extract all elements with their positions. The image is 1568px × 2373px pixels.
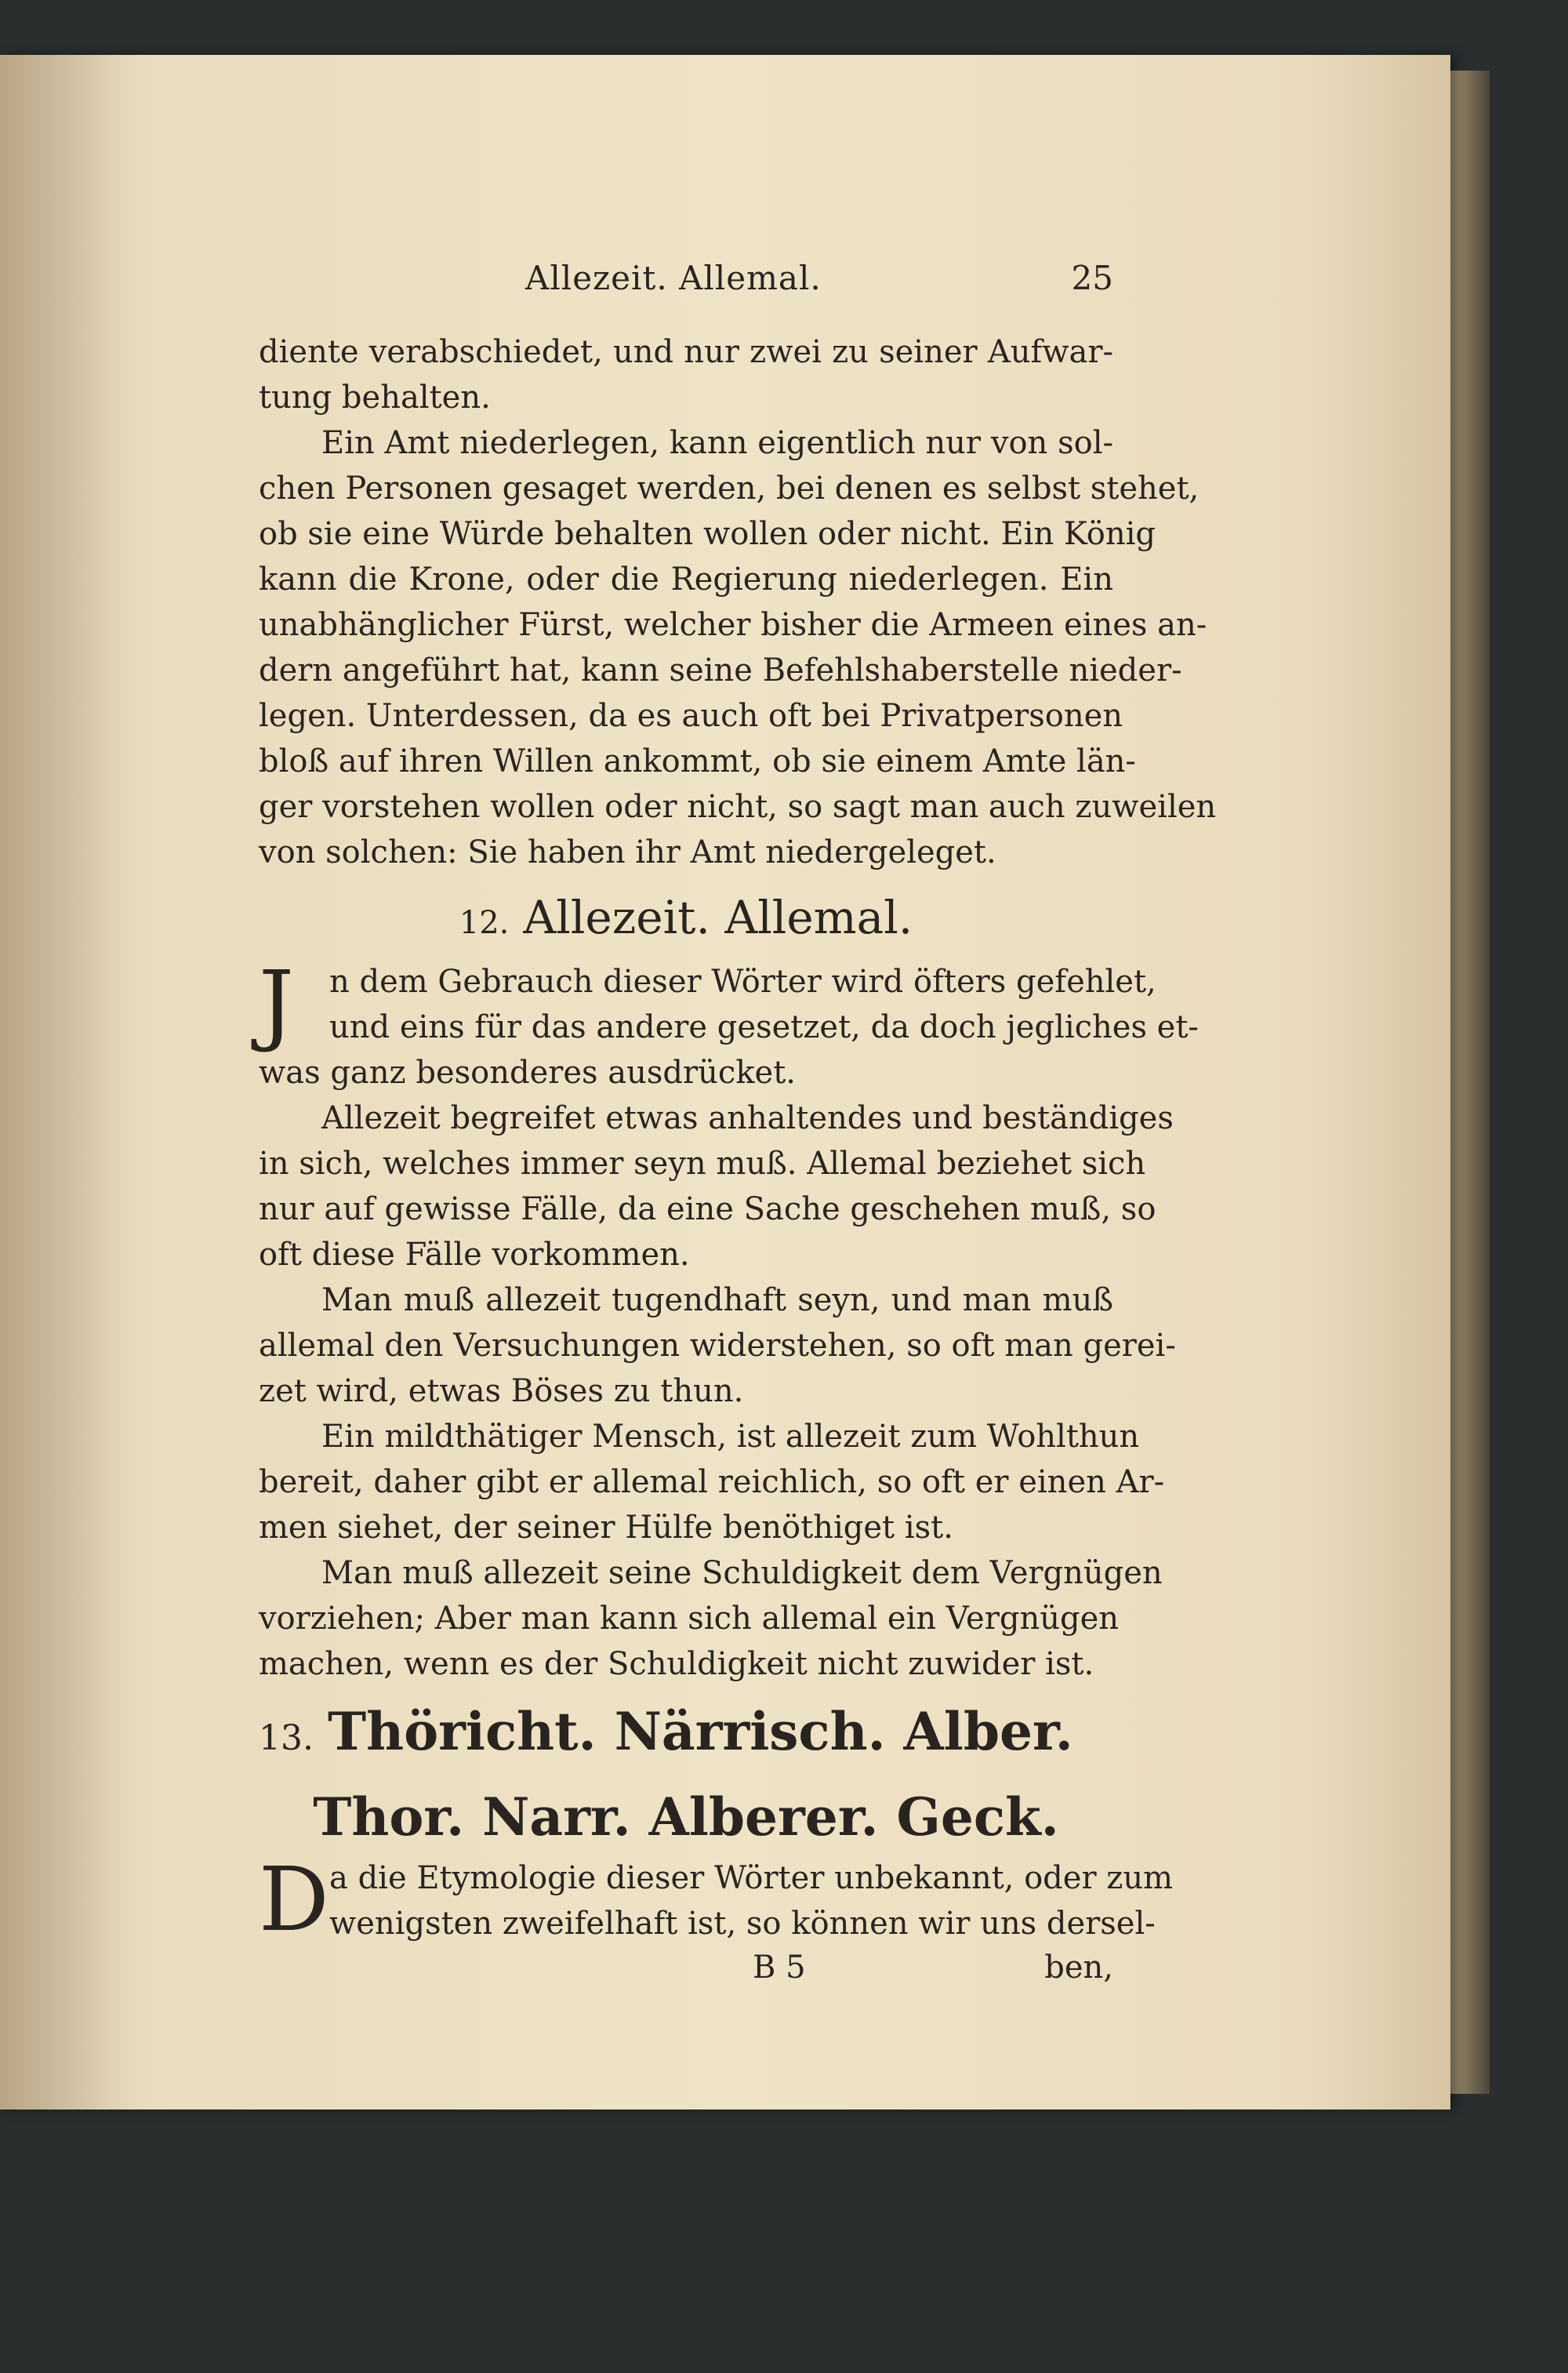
text-line: Ein mildthätiger Mensch, ist allezeit zum Wohlthun — [321, 1419, 1140, 1455]
text-block — [259, 259, 1217, 1997]
paragraph-amt — [259, 420, 1217, 875]
text-line: machen, wenn es der Schuldigkeit nicht zuwider ist. — [259, 1646, 1094, 1682]
text-line: bloß auf ihren Willen ankommt, ob sie einem Amte län- — [259, 743, 1136, 779]
text-line: was ganz besonderes ausdrücket. — [259, 1055, 797, 1091]
intro-paragraph — [259, 329, 1113, 420]
text-line: in sich, welches immer seyn muß. Allemal beziehet sich — [259, 1146, 1146, 1182]
paragraph-mildthaetig — [259, 1414, 1165, 1550]
section-number: 12. — [459, 905, 510, 941]
text-line: Man muß allezeit tugendhaft seyn, und man muß — [321, 1282, 1113, 1318]
section-13-heading — [259, 1698, 1113, 1772]
paragraph-tugend — [259, 1277, 1176, 1414]
text-line: nur auf gewisse Fälle, da eine Sache geschehen muß, so — [259, 1191, 1156, 1227]
section-title-line-2: Thor. Narr. Alberer. Geck. — [313, 1786, 1059, 1848]
text-line: tung behalten. — [259, 380, 491, 416]
text-line: a die Etymologie dieser Wörter unbekannt, oder zum — [329, 1860, 1174, 1896]
gutter-shadow — [0, 55, 141, 2110]
text-line: diente verabschiedet, und nur zwei zu seiner Aufwar- — [259, 334, 1113, 370]
text-line: ob sie eine Würde behalten wollen oder nicht. Ein König — [259, 516, 1156, 552]
text-line: von solchen: Sie haben ihr Amt niedergeleget. — [259, 834, 996, 870]
signature-mark: B 5 — [753, 1950, 806, 1986]
text-line: wenigsten zweifelhaft ist, so können wir uns dersel- — [329, 1906, 1156, 1942]
text-line: chen Personen gesaget werden, bei denen es selbst stehet, — [259, 471, 1200, 507]
text-line: men siehet, der seiner Hülfe benöthiget ist. — [259, 1510, 953, 1546]
page-number: 25 — [1071, 259, 1113, 297]
drop-initial: J — [259, 953, 294, 1055]
running-head — [259, 259, 1113, 314]
running-title: Allezeit. Allemal. — [525, 259, 822, 297]
text-line: zet wird, etwas Böses zu thun. — [259, 1373, 744, 1409]
text-line: Man muß allezeit seine Schuldigkeit dem Vergnügen — [321, 1555, 1163, 1591]
section-12-heading — [259, 886, 1113, 954]
text-line: Ein Amt niederlegen, kann eigentlich nur von sol- — [321, 425, 1113, 461]
section-title-line-1: Thöricht. Närrisch. Alber. — [327, 1701, 1073, 1762]
text-line: Allezeit begreifet etwas anhaltendes und beständiges — [321, 1100, 1174, 1136]
catchword: ben, — [1044, 1950, 1113, 1986]
section-12-first-paragraph — [259, 953, 1199, 1096]
page-footer — [259, 1950, 1113, 1997]
text-line: dern angeführt hat, kann seine Befehlshaberstelle nieder- — [259, 652, 1182, 689]
text-line: vorziehen; Aber man kann sich allemal ein Vergnügen — [259, 1601, 1120, 1637]
text-line: und eins für das andere gesetzet, da doch jegliches et- — [329, 1009, 1199, 1045]
paragraph-allezeit — [259, 1096, 1174, 1277]
text-line: bereit, daher gibt er allemal reichlich, so oft er einen Ar- — [259, 1464, 1165, 1500]
text-line: unabhänglicher Fürst, welcher bisher die Armeen eines an- — [259, 607, 1207, 643]
section-title: Allezeit. Allemal. — [523, 891, 913, 944]
text-line: n dem Gebrauch dieser Wörter wird öfters gefehlet, — [329, 964, 1156, 1000]
section-number: 13. — [259, 1718, 314, 1758]
text-line: ger vorstehen wollen oder nicht, so sagt man auch zuweilen — [259, 789, 1217, 825]
paragraph-schuldigkeit — [259, 1550, 1163, 1687]
section-13-first-paragraph — [259, 1849, 1174, 1951]
text-line: legen. Unterdessen, da es auch oft bei Privatpersonen — [259, 698, 1123, 734]
text-line: allemal den Versuchungen widerstehen, so oft man gerei- — [259, 1328, 1176, 1364]
drop-initial: D — [259, 1849, 329, 1951]
text-line: oft diese Fälle vorkommen. — [259, 1237, 690, 1273]
text-line: kann die Krone, oder die Regierung niederlegen. Ein — [259, 561, 1113, 598]
section-13-heading-line-2 — [259, 1783, 1113, 1851]
